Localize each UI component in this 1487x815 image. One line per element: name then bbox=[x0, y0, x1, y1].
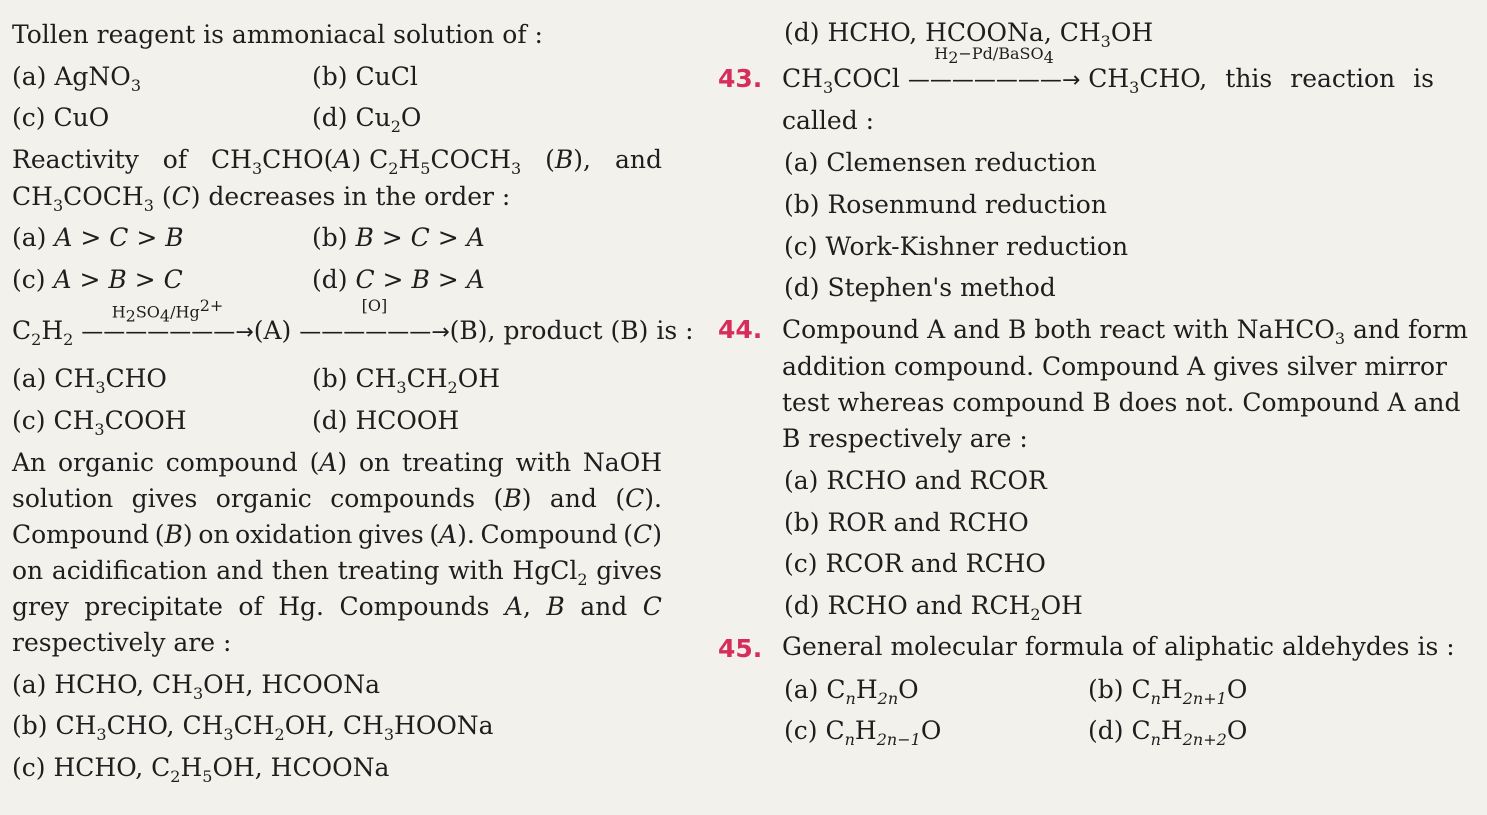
q43-arrow: $H_2-Pd/BaSO_4$ ———————→ bbox=[908, 62, 1080, 98]
q43-stem-line1: $CH_3COCl$ $H_2-Pd/BaSO_4$ ———————→ $CH_3CHO$, this reaction is bbox=[782, 44, 1434, 97]
q2-option-d[interactable]: (d) C > B > A bbox=[312, 265, 485, 294]
q2-options-row1 bbox=[12, 221, 662, 255]
q4-word: on bbox=[198, 520, 230, 549]
q4-word: compounds bbox=[330, 484, 476, 513]
q3-option-c[interactable]: (c) $CH_3COOH$ bbox=[12, 406, 187, 439]
q4-word: gives bbox=[131, 484, 198, 513]
q4-word: B bbox=[546, 592, 565, 621]
right-arrow-icon: ———————→ bbox=[907, 68, 1081, 93]
question-number-44: 44. bbox=[718, 315, 763, 344]
q4-word: (C) bbox=[623, 520, 662, 549]
question-number-45: 45. bbox=[718, 634, 763, 663]
q4-word: with bbox=[448, 556, 504, 585]
q3-stem: $C_2H_2$ $H_2SO_4/Hg^{2+}$ ———————→(A) [O] ——————→(B), product (B) is : bbox=[12, 296, 694, 349]
q1-options-row2 bbox=[12, 101, 662, 135]
q4-word: (A) bbox=[309, 448, 348, 477]
q4-word: and bbox=[216, 556, 264, 585]
q4-stem-line5 bbox=[12, 590, 662, 624]
q4-stem-line1 bbox=[12, 446, 662, 480]
q1-stem: Tollen reagent is ammoniacal solution of : bbox=[12, 20, 543, 49]
q44-option-c[interactable]: (c) RCOR and RCHO bbox=[784, 549, 1046, 578]
q4-word: organic bbox=[215, 484, 312, 513]
q3-option-b[interactable]: (b) $CH_3CH_2OH$ bbox=[312, 364, 501, 397]
q4-option-c[interactable]: (c) HCHO, $C_2H_5OH$, HCOONa bbox=[12, 753, 390, 786]
q43-option-b[interactable]: (b) Rosenmund reduction bbox=[784, 190, 1107, 219]
q44-option-a[interactable]: (a) RCHO and RCOR bbox=[784, 466, 1047, 495]
q1-option-b[interactable]: (b) CuCl bbox=[312, 62, 418, 91]
q4-word: gives bbox=[596, 556, 662, 585]
q4-word: on bbox=[12, 556, 44, 585]
q1-option-a[interactable]: (a) AgNO$_3$ bbox=[12, 62, 141, 95]
q3-option-a[interactable]: (a) $CH_3CHO$ bbox=[12, 364, 167, 397]
q43-option-c[interactable]: (c) Work-Kishner reduction bbox=[784, 232, 1129, 261]
q3-arrow-1: $H_2SO_4/Hg^{2+}$ ———————→ bbox=[81, 314, 253, 350]
q42-option-d[interactable]: (d) HCHO, HCOONa, $CH_3OH$ bbox=[784, 18, 1154, 51]
q4-word: oxidation bbox=[235, 520, 353, 549]
q44-stem-line2: addition compound. Compound A gives silver mirror bbox=[782, 352, 1447, 381]
q4-word: A, bbox=[504, 592, 531, 621]
q4-word: NaOH bbox=[582, 448, 662, 477]
q4-word: (B) bbox=[493, 484, 532, 513]
q4-word: (B) bbox=[154, 520, 193, 549]
q4-word: then bbox=[271, 556, 329, 585]
q1-option-c[interactable]: (c) CuO bbox=[12, 103, 110, 132]
q4-word: treating bbox=[401, 448, 504, 477]
q2-stem-line1: Reactivity of $CH_3CHO(A)$ $C_2H_5COCH_3$ (B), and bbox=[12, 145, 662, 178]
q4-word: Compound bbox=[480, 520, 618, 549]
q44-stem-line3: test whereas compound B does not. Compound A and bbox=[782, 388, 1461, 417]
q4-option-a[interactable]: (a) HCHO, $CH_3OH$, HCOONa bbox=[12, 670, 381, 703]
q44-option-b[interactable]: (b) ROR and RCHO bbox=[784, 508, 1029, 537]
q2-stem-line2: $CH_3COCH_3$ (C) decreases in the order : bbox=[12, 182, 511, 215]
q2-option-c[interactable]: (c) A > B > C bbox=[12, 265, 183, 294]
right-arrow-icon: ——————→ bbox=[299, 320, 450, 345]
q4-word: C bbox=[642, 592, 662, 621]
q44-option-d[interactable]: (d) RCHO and $RCH_2OH$ bbox=[784, 591, 1083, 624]
q4-word: Hg. bbox=[278, 592, 324, 621]
q4-word: Compound bbox=[12, 520, 150, 549]
q4-stem-line3 bbox=[12, 518, 662, 552]
q2-option-a[interactable]: (a) A > C > B bbox=[12, 223, 184, 252]
q4-word: acidification bbox=[51, 556, 208, 585]
q1-option-d[interactable]: (d) $Cu_2O$ bbox=[312, 103, 422, 136]
q4-word: of bbox=[238, 592, 263, 621]
q4-word: An bbox=[12, 448, 47, 477]
q3-options-row2 bbox=[12, 404, 662, 447]
q45-option-b[interactable]: (b) $C_nH_{2n+1}O$ bbox=[1088, 675, 1248, 708]
q45-stem: General molecular formula of aliphatic aldehydes is : bbox=[782, 632, 1455, 661]
q4-stem-line6: respectively are : bbox=[12, 628, 232, 657]
q44-stem-line4: B respectively are : bbox=[782, 424, 1028, 453]
q4-word: solution bbox=[12, 484, 114, 513]
q4-word: treating bbox=[337, 556, 440, 585]
q3-option-d[interactable]: (d) HCOOH bbox=[312, 406, 460, 435]
q4-option-b[interactable]: (b) $CH_3CHO$, $CH_3CH_2OH$, $CH_3HOONa$ bbox=[12, 711, 494, 744]
q4-word: (A). bbox=[429, 520, 475, 549]
q4-word: gives bbox=[357, 520, 424, 549]
q4-word: grey bbox=[12, 592, 69, 621]
q4-word: with bbox=[515, 448, 572, 477]
q4-stem-line2 bbox=[12, 482, 662, 516]
q45-option-d[interactable]: (d) $C_nH_{2n+2}O$ bbox=[1088, 716, 1248, 749]
question-number-43: 43. bbox=[718, 64, 763, 93]
q4-word: precipitate bbox=[84, 592, 223, 621]
q3-options-row1 bbox=[12, 362, 662, 405]
q4-word: (C). bbox=[615, 484, 662, 513]
right-arrow-icon: ———————→ bbox=[81, 320, 254, 345]
q4-word: organic bbox=[57, 448, 154, 477]
q43-option-a[interactable]: (a) Clemensen reduction bbox=[784, 148, 1097, 177]
q2-options-row2 bbox=[12, 263, 662, 297]
q4-word: Compounds bbox=[339, 592, 490, 621]
q2-option-b[interactable]: (b) B > C > A bbox=[312, 223, 485, 252]
q1-options-row1 bbox=[12, 60, 662, 103]
q3-arrow-2: [O] ——————→ bbox=[299, 314, 449, 350]
q4-word: HgCl$_2$ bbox=[512, 556, 588, 589]
q45-option-a[interactable]: (a) $C_nH_{2n}O$ bbox=[784, 675, 919, 708]
q43-stem-line2: called : bbox=[782, 106, 875, 135]
q4-word: and bbox=[549, 484, 597, 513]
q44-stem-line1: Compound A and B both react with NaHCO$_3$ and form bbox=[782, 315, 1468, 348]
q43-option-d[interactable]: (d) Stephen's method bbox=[784, 273, 1056, 302]
q4-word: and bbox=[580, 592, 628, 621]
q4-word: compound bbox=[165, 448, 298, 477]
q45-option-c[interactable]: (c) $C_nH_{2n-1}O$ bbox=[784, 716, 942, 749]
q4-word: on bbox=[358, 448, 391, 477]
